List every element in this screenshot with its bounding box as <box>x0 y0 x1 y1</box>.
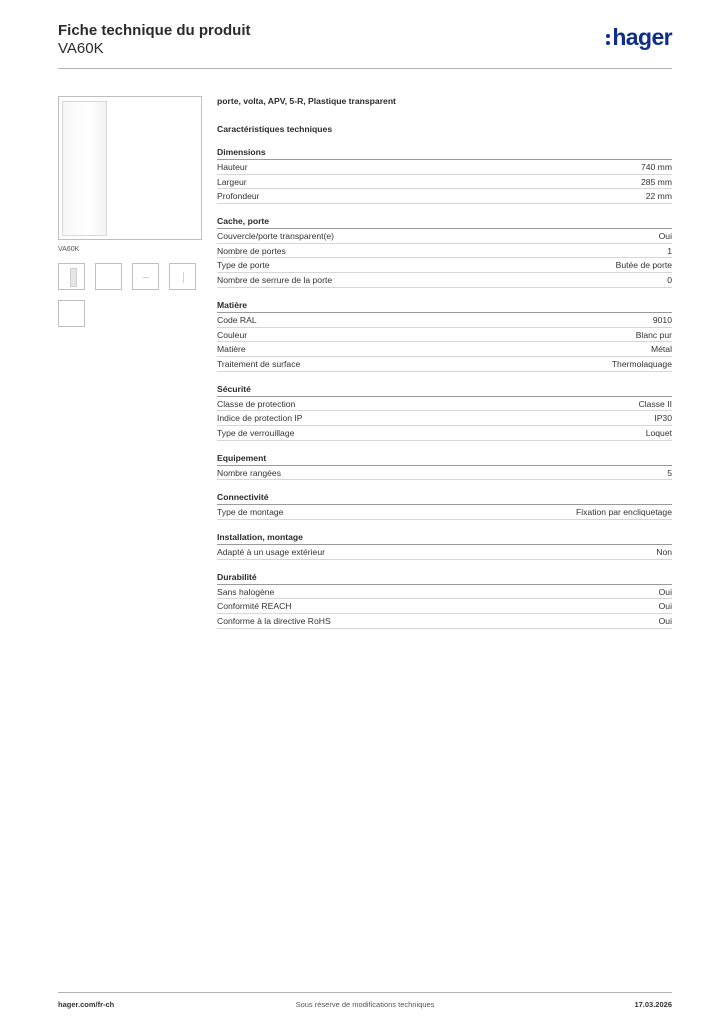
spec-group <box>217 384 672 441</box>
product-specifications <box>217 96 672 629</box>
logo-dots-icon <box>606 34 610 45</box>
footer-disclaimer: Sous réserve de modifications techniques <box>295 1000 435 1009</box>
spec-label: Sans halogène <box>217 586 275 597</box>
thumbnail-strip <box>58 263 208 327</box>
spec-label: Couleur <box>217 329 248 340</box>
spec-group <box>217 572 672 629</box>
image-caption: VA60K <box>58 246 80 253</box>
spec-group <box>217 532 672 560</box>
spec-row <box>217 229 672 244</box>
spec-row <box>217 328 672 343</box>
thumbnail-blank-view[interactable] <box>95 263 122 290</box>
spec-value: Non <box>656 547 672 557</box>
spec-label: Type de montage <box>217 507 284 518</box>
spec-label: Hauteur <box>217 162 248 172</box>
spec-value: 285 mm <box>640 176 672 187</box>
spec-group-title: Durabilité <box>217 572 672 585</box>
product-description: porte, volta, APV, 5-R, Plastique transparent <box>217 96 396 106</box>
spec-label: Nombre de serrure de la porte <box>217 275 333 286</box>
spec-row <box>217 357 672 372</box>
spec-label: Conforme à la directive RoHS <box>217 616 331 627</box>
spec-value: Thermolaquage <box>611 358 672 369</box>
thumbnail-front-view[interactable] <box>58 263 85 290</box>
spec-group-title: Equipement <box>217 453 672 466</box>
spec-value: Blanc pur <box>635 329 672 340</box>
spec-value: Classe II <box>638 398 672 409</box>
spec-label: Profondeur <box>217 191 260 202</box>
spec-group-title: Cache, porte <box>217 216 672 229</box>
spec-groups <box>217 147 672 629</box>
spec-value: Oui <box>658 586 672 597</box>
footer-date: 17.03.2026 <box>634 1000 672 1009</box>
spec-value: Loquet <box>645 427 672 438</box>
spec-row <box>217 426 672 441</box>
thumbnail-side-view[interactable] <box>132 263 159 290</box>
spec-row <box>217 258 672 273</box>
spec-value: Métal <box>650 344 672 355</box>
document-title: Fiche technique du produit <box>58 22 251 39</box>
spec-row <box>217 545 672 560</box>
logo-text: hager <box>612 24 672 50</box>
spec-group <box>217 300 672 372</box>
spec-row <box>217 505 672 520</box>
spec-label: Conformité REACH <box>217 601 292 612</box>
spec-row <box>217 585 672 600</box>
spec-label: Traitement de surface <box>217 358 301 369</box>
spec-row <box>217 614 672 629</box>
spec-value: 22 mm <box>645 191 672 202</box>
spec-value: Oui <box>658 616 672 627</box>
hager-logo <box>606 26 672 49</box>
footer-website[interactable]: hager.com/fr-ch <box>58 1000 115 1009</box>
spec-value: Fixation par encliquetage <box>575 507 672 518</box>
spec-group <box>217 492 672 520</box>
spec-group <box>217 453 672 481</box>
spec-value: 740 mm <box>640 162 672 172</box>
spec-value: Butée de porte <box>615 260 672 271</box>
spec-row <box>217 313 672 328</box>
section-heading: Caractéristiques techniques <box>217 124 333 134</box>
spec-row <box>217 273 672 288</box>
spec-row <box>217 175 672 190</box>
spec-value: Oui <box>658 231 672 242</box>
spec-row <box>217 160 672 175</box>
spec-label: Indice de protection IP <box>217 413 303 424</box>
spec-row <box>217 342 672 357</box>
spec-group-title: Dimensions <box>217 147 672 160</box>
product-reference: VA60K <box>58 40 104 57</box>
spec-row <box>217 244 672 259</box>
thumbnail-profile-view[interactable] <box>169 263 196 290</box>
spec-group <box>217 216 672 288</box>
thumbnail-detail-view[interactable] <box>58 300 85 327</box>
spec-label: Adapté à un usage extérieur <box>217 547 325 557</box>
door-illustration <box>62 101 107 236</box>
spec-value: 1 <box>667 245 672 256</box>
spec-group-title: Installation, montage <box>217 532 672 545</box>
spec-group-title: Matière <box>217 300 672 313</box>
spec-label: Type de verrouillage <box>217 427 295 438</box>
spec-value: 5 <box>667 467 672 478</box>
spec-label: Type de porte <box>217 260 270 271</box>
spec-group <box>217 147 672 204</box>
spec-label: Matière <box>217 344 246 355</box>
main-product-image[interactable] <box>58 96 202 240</box>
spec-label: Code RAL <box>217 314 257 325</box>
spec-value: IP30 <box>654 413 672 424</box>
spec-row <box>217 397 672 412</box>
spec-value: 0 <box>667 275 672 286</box>
spec-row <box>217 466 672 481</box>
spec-label: Largeur <box>217 176 247 187</box>
product-gallery <box>58 96 202 327</box>
spec-group-title: Sécurité <box>217 384 672 397</box>
spec-value: Oui <box>658 601 672 612</box>
spec-label: Nombre rangées <box>217 467 282 478</box>
spec-group-title: Connectivité <box>217 492 672 505</box>
spec-row <box>217 599 672 614</box>
spec-label: Couvercle/porte transparent(e) <box>217 231 335 242</box>
page-header <box>58 20 672 69</box>
spec-row <box>217 411 672 426</box>
spec-label: Nombre de portes <box>217 245 286 256</box>
page-footer <box>58 992 672 1017</box>
spec-row <box>217 189 672 204</box>
spec-value: 9010 <box>652 314 672 325</box>
spec-label: Classe de protection <box>217 398 296 409</box>
